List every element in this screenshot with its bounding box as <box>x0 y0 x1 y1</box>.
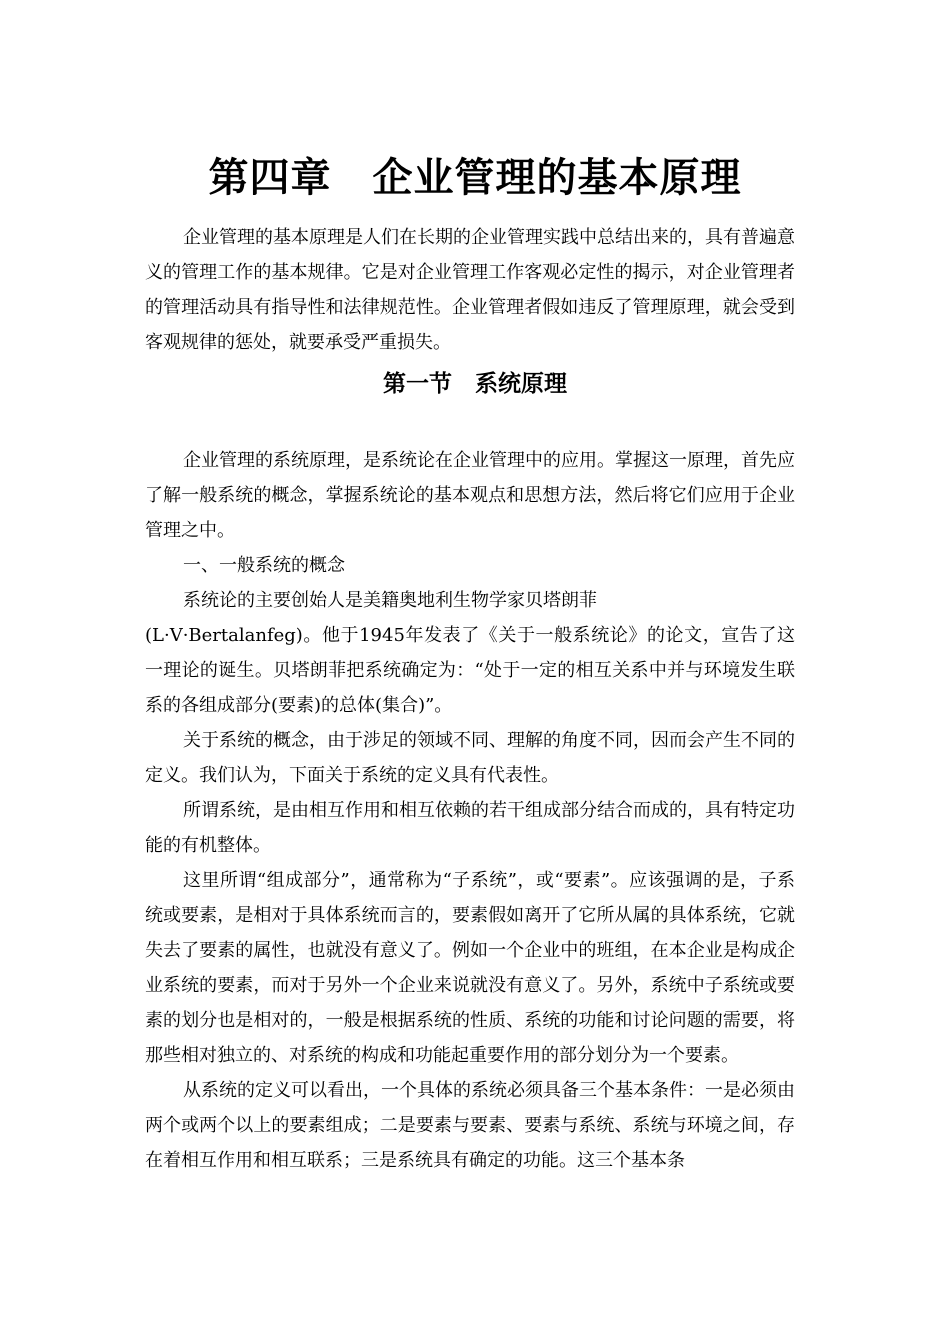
intro-block <box>145 220 795 360</box>
paragraph-three-conditions: 从系统的定义可以看出，一个具体的系统必须具备三个基本条件：一是必须由两个或两个以上的要素组成；二是要素与要素、要素与系统、系统与环境之间，存在着相互作用和相互联系；三是系统具有确定的功能。这三个基本条 <box>145 1080 795 1171</box>
paragraph-definitions-vary: 关于系统的概念，由于涉足的领域不同、理解的角度不同，因而会产生不同的定义。我们认为，下面关于系统的定义具有代表性。 <box>145 730 795 786</box>
chapter-title: 第四章 企业管理的基本原理 <box>208 154 742 201</box>
paragraph-system-principle: 企业管理的系统原理，是系统论在企业管理中的应用。掌握这一原理，首先应了解一般系统的概念，掌握系统论的基本观点和思想方法，然后将它们应用于企业管理之中。 <box>145 450 795 541</box>
section-title: 第一节 系统原理 <box>383 370 567 397</box>
section-body <box>145 443 795 1178</box>
intro-paragraph: 企业管理的基本原理是人们在长期的企业管理实践中总结出来的，具有普遍意义的管理工作的基本规律。它是对企业管理工作客观必定性的揭示，对企业管理者的管理活动具有指导性和法律规范性。企业管理者假如违反了管理原理，就会受到客观规律的惩处，就要承受严重损失。 <box>145 227 795 353</box>
paragraph-components: 这里所谓“组成部分”，通常称为“子系统”，或“要素”。应该强调的是，子系统或要素，是相对于具体系统而言的，要素假如离开了它所从属的具体系统，它就失去了要素的属性，也就没有意义了。例如一个企业中的班组，在本企业是构成企业系统的要素，而对于另外一个企业来说就没有意义了。另外，系统中子系统或要素的划分也是相对的，一般是根据系统的性质、系统的功能和讨论问题的需要，将那些相对独立的、对系统的构成和功能起重要作用的部分划分为一个要素。 <box>145 870 795 1066</box>
subheading-general-system: 一、一般系统的概念 <box>183 555 345 576</box>
paragraph-founder: 系统论的主要创始人是美籍奥地利生物学家贝塔朗菲 <box>183 590 597 611</box>
paragraph-bertalanffy: (L·V·Bertalanfeg)。他于1945年发表了《关于一般系统论》的论文，宣告了这一理论的诞生。贝塔朗菲把系统确定为：“处于一定的相互关系中并与环境发生联系的各组成部分(要素)的总体(集合)”。 <box>145 625 795 716</box>
paragraph-system-definition: 所谓系统，是由相互作用和相互依赖的若干组成部分结合而成的，具有特定功能的有机整体。 <box>145 800 795 856</box>
